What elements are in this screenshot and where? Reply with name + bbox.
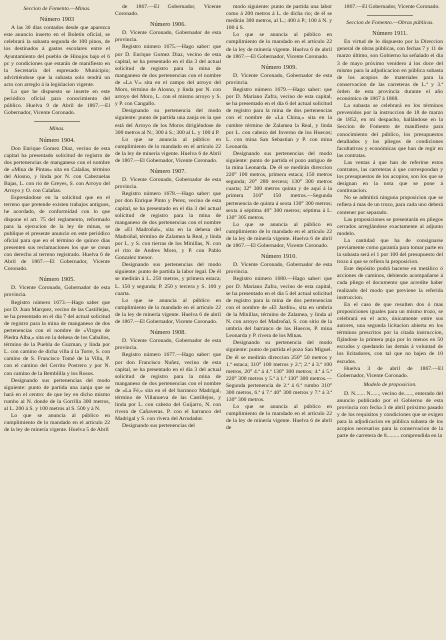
paragraph: Designando sus pertenencias del	[122, 423, 195, 430]
paragraph: 1867.—El Gobernador, Vicente Coronado.	[344, 4, 440, 10]
section-heading: Seccion de Fomento.—Obras públicas.	[346, 20, 434, 27]
paragraph: A las 30 dias contados desde que aparezca este anuncio inserto en el Boletin oficial, se celebrará la subasta segunda de 100 pinos, de los destinados á gastos escolares entre el Ayuntamiento del pueblo de Hinojos bajo el 6 pc y condiciones que estarán de manifiesto en la Secretaría del espresado Municipio; advirtiéndose que la subasta solo tendrá un acto con arreglo á la legislacion vigente.	[4, 25, 110, 88]
paragraph: Lo que se anuncia al público en cumplimiento de lo mandado en el artículo 22 de la ley de minería vigente. Huelva 5 de Abril	[4, 413, 110, 434]
notice-number: Número 1907.	[150, 168, 186, 176]
paragraph: En el caso de que resulten dos ó mas proposiciones iguales para un mismo trozo, se celebrará en el acto, únicamente entre sus autores, una segunda licitacion abierta en los términos prescritos por la citada instruccion, fijándose la primera puja por lo menos en 50 escudos y quedando las demás á voluntad de los licitadores, con tal que no bajen de 10 escudos.	[337, 301, 443, 365]
paragraph: Lo que se anuncia al público en cumplimiento de lo mandado en el artículo 22 de la ley de minería vigente. Huelva 6 de abril de 1867.—El Gobernador, Vicente Coronado.	[115, 297, 221, 326]
paragraph: La cantidad que ha de consignarse previamente como garantía para tomar parte en la subasta será el 1 por 100 del presupuesto del trozo á que se refiera la proposicion.	[337, 237, 443, 266]
paragraph: Las proposiciones se presentarán en pliegos cerrados arreglándose exactamente al adjunto modelo.	[337, 216, 443, 237]
column-3	[226, 4, 332, 636]
paragraph: D. N....... N......, vecino de......, enterado del anuncio publicado por el Gobierno de esta provincia con fecha 3 de abril próximo pasado y de los requisitos y condiciones que se exigen para la adjudicacion en pública subasta de los acopios necesarios para la conservacion de la parte de carretera de 8......... comprendida en la	[337, 390, 443, 440]
section-heading: Seccion de Fomento.—Minas.	[23, 6, 91, 12]
paragraph: Lo que se anuncia al público en cumplimiento de lo mandado en el artículo 22 de la ley de minería vigente. Huelva 6 de abril de 1867.—El Gobernador, Vicente Coronado.	[226, 221, 332, 250]
divider-rule	[367, 15, 413, 16]
column-1	[4, 4, 110, 636]
paragraph: Designando sus pertenencias del modo siguiente: punto de partida una zanja que se hará en el centro: de que ley en dicho mismo rumbo al N. donde de la Gorrilla 300 metros, al L. 200 á S. y 100 metros al S. 500 y á N.	[4, 377, 110, 412]
paragraph: Registro número 1679.—Hago saber: que por D. Mariano Zafra, vecino de esta capital, se ha presentado en el dia 6 del actual solicitud de registro para la mina de dos pertenencias con el nombre de «La China,» sita en la cumbre término de Zalamea la Real, y linda por L. con cabezo del Inverno de los Huecos; L. con mina San Sebastian y P. con mina Leonarda.	[226, 87, 332, 150]
paragraph: Registro número 1673.—Hago saber que por D. Juan Marquez, vecino de las Castillejas, se ha presentado en el dia 7 del actual solicitud de registro para la mina de manganeso de dos pertenencias con el nombre de «Virgen de Piedra Alba,» sita en la dehesa de los Caballos, término de la Puebla de Guzman, y linda por L. con camino de dicha villa á la Torre, S. con camino de S. Francisco Tomé de la Villa, P. con el camino del Cerrito Postrero y por N. con camino de la Bemblilla y los Rosos.	[4, 299, 110, 377]
section-heading: Minas.	[49, 126, 65, 133]
paragraph: La subasta se celebrará en los términos prevenidos por la instruccion de 18 de marzo de 1852, en mi despacho, hallándose en la Seccion de Fomento de manifiesto para conocimiento del público, los presupuestos detallados y los pliegos de condiciones facultativas y económicas que han de regir en las contratas.	[337, 103, 443, 159]
paragraph: D. Vicente Coronado, Gobernador de esta provincia.	[4, 285, 110, 299]
paragraph: D. Vicente Coronado, Gobernador de esta provincia.	[226, 262, 332, 276]
notice-number: Número 1904.	[39, 136, 75, 144]
paragraph: Designando sus pertenencias del modo siguiente: punto de partida el pozo antiguo de la mina Leonarda. De él se medirán direccion 220° 100 metros, primera estaca; 150 metros segunda; 20° 280 tercera; 130° 300 metros cuarta; 32° 300 metros quinta y de aquí á la primera 310° 150 metros.—Segunda pertenencia de quinta á sexta 130° 300 metros; sexta á séptima 40° 300 metros; séptima á L. 130° 305 metros.	[226, 150, 332, 221]
divider-rule	[34, 121, 80, 122]
section-heading: Modelo de proposicion.	[363, 381, 417, 388]
notice-number: Número 1911.	[372, 30, 408, 38]
paragraph: Registro número 1675.—Hago saber: que por D. Enrique Gomez Diaz, vecino de esta capital, se ha presentado en el dia 3 del actual solicitud de registro para la mina de manganeso de dos pertenencias con el nombre de «La V.» sita en el campo del arroyo del Moro, término de Alosno, y linda por N. con arroyo del Moro, L. con el mismo arroyo y S. y P. con Cangallo.	[115, 44, 221, 108]
paragraph: D. Vicente Coronado, Gobernador de esta provincia.	[115, 338, 221, 352]
column-2	[115, 4, 221, 636]
paragraph: Lo que se anuncia al público en cumplimiento de lo mandado en el artículo 22 de la ley de minería vigente. Huelva 6 de Abril de 1867.—El Gobernador, Vicente Coronado.	[115, 136, 221, 164]
paragraph: Lo que he dispuesto se inserte en este periódico oficial para conocimiento del público. Huelva 9 de Abril de 1867.—El Gobernador, Vicente Coronado.	[4, 89, 110, 117]
column-4	[337, 4, 443, 636]
paragraph: Designando sus pertenencias del modo siguiente: punto de partida la labor legal. De él se medirán á L. 250 metros, y primera estaca; L. 150 y segunda; P. 250 y tercera y S. 100 y cuarta.	[115, 262, 221, 297]
paragraph: Designando su pertenencia del modo siguiente: punto de partida una zanja en la que está del Arroyo de los Moros dirigiéndose de 300 metros al N.; 300 á S.; 300 al L. y 100 á P.	[115, 108, 221, 136]
paragraph: D. Vicente Coronado, Gobernador de esta provincia.	[115, 177, 221, 191]
notice-number: Número 1909.	[261, 63, 297, 71]
paragraph: No se admitirá ninguna proposicion que se refiera á mas de un trozo, para cada uno deberá contener por separado.	[337, 195, 443, 216]
paragraph: D. Vicente Coronado, Gobernador de esta provincia.	[226, 72, 332, 86]
notice-number: Número 1906.	[150, 21, 186, 29]
notice-number: Número 1903	[39, 16, 75, 24]
paragraph: Registro número 1677.—Hago saber: que por don Francisco Nuñez, vecino de esta capital, se ha presentado en el dia 3 del actual solicitud de registro para la mina de manganeso de dos pertenencias con el nombre de «La Fé,» sita en el del barranco Madrigal, término de Villanueva de las Castillejos, y linda por L. con cabezo del Guijarro, N. con rivera de Cañaveras. P. con el barranco del Madrigal y S. con rivera del Arrodador.	[115, 352, 221, 423]
paragraph: Designando su pertenencia del modo siguiente: punto de partida el pozo San Miguel. De él se medirán direccion 250° 50 metros y 1.ª estaca; 310° 100 metros y 2.ª; 2.ª á 3.ª 100 metros, 20° 4.ª á 4.ª 130° 300 metros; 4.ª á 5.ª 220° 300 metros y 5.ª á 1.ª 130° 300 metros.—Segunda pertenencia de 2.ª á 6.ª rumbo 310° 300 metros, 6.ª á 7.ª 40° 300 metros y 7.ª á 3.ª 130° 300 metros.	[226, 340, 332, 404]
paragraph: D. Vicente Coronado, Gobernador de esta provincia.	[115, 30, 221, 44]
paragraph: Huelva 3 de abril de 1867.—El Gobernador, Vicente Coronado.	[337, 365, 443, 379]
paragraph: modo siguiente: punto de partida una labor como á 200 metros á L. de dicha rio; de él se medirán 300 metros, al L.; 400 á P.; 100 á N. y 100 á S.	[226, 4, 332, 32]
notice-number: Número 1910.	[261, 253, 297, 261]
paragraph: de 1867.—El Gobernador, Vicente Coronado.	[115, 4, 221, 18]
paragraph: Lo que se anuncia al público en cumplimiento de lo mandado en el artículo 22 de la ley de minería vigente. Huelva 6 de abril de	[226, 404, 332, 432]
paragraph: Las ventas á que han de referirse estos contratos, las carreteras á que correspondan y los presupuestos de los acopios, son los que se designan en la nota que se pone á continuacion.	[337, 159, 443, 195]
paragraph: Lo que se anuncia al público en cumplimiento de lo mandado en el artículo 22 de la ley de minería vigente. Huelva 6 de abril de 1867.—El Gobernador, Vicente Coronado.	[226, 32, 332, 60]
paragraph: En virtud de lo dispuesto por la Direccion general de obras públicas, con fechas 7 y 11 de marzo último, son Gobierno ha señalado el dia 3 de mayo próximo venidero á los doce del mismo para la adjudicacion en pública subasta de los acopios de materiales para la conservacion de las carreteras de L.ª y 3.ª órden de esta provincia durante el año económico de 1867 á 1868.	[337, 39, 443, 103]
paragraph: Don Enrique Gomez Diaz, vecino de esta capital ha presentado solicitud de registro de dos pertenencias de manganeso con el nombre de «Mina de Pintas» sita en Calañas, término del Alosno, y linda por N. con Cabezuelas Bajas, L. con rio de Greyes, S. con Arroyo del Arroyo y O. con Calañas.	[4, 145, 110, 195]
paragraph: Espresándose en la solicitud que en el terreno que pretende existen trabajos antiguos, he acordado, de conformidad con lo que dispone el art. 75 del reglamento, reformado para la ejecucion de la ley de minas, se publique el presente anuncio en este periódico oficial para que en el término de quince dias presenten sus reclamaciones los que se crean con derecho al terreno registrado. Huelva 6 de Abril de 1867.—El Gobernador, Vicente Coronado.	[4, 195, 110, 273]
paragraph: Registro número 1678.—Hago saber: que por don Enrique Pinto y Perez, vecino de esta capital, se ha presentado en el dia 3 del actual solicitud de registro para la mina de manganeso de dos pertenencias con el nombre de «El Madroñal», sita en la dehesa del Madroñal, término de Zalamea la Real, y linda por L. y S. con tierras de los Minillas, N. con el rito de Andres Moro, y P. con Pablo Gonzalez menor.	[115, 191, 221, 262]
paragraph: Registro número 1680.—Hago saber: que por D. Mariano Zafra, vecino de esta capital, se ha presentado en el dia 5 del actual solicitud de registro para la mina de dos pertenencias con el nombre de «El Jardín», sita en umbría de la Minillas, término de Zalamea, y linda al N. con arroyo del Madroñal, S. con sitio de la umbría del barranco de los Huecos, P. mina Leonarda y P. rivera de los Minas.	[226, 276, 332, 340]
notice-number: Número 1908.	[150, 329, 186, 337]
paragraph: Este depósito podrá hacerse en metálico ó acciones de caminos, debiendo acompañarse á cada pliego el documento que acredite haber realizado del modo que previene la referida instruccion.	[337, 266, 443, 301]
notice-number: Número 1905.	[39, 276, 75, 284]
